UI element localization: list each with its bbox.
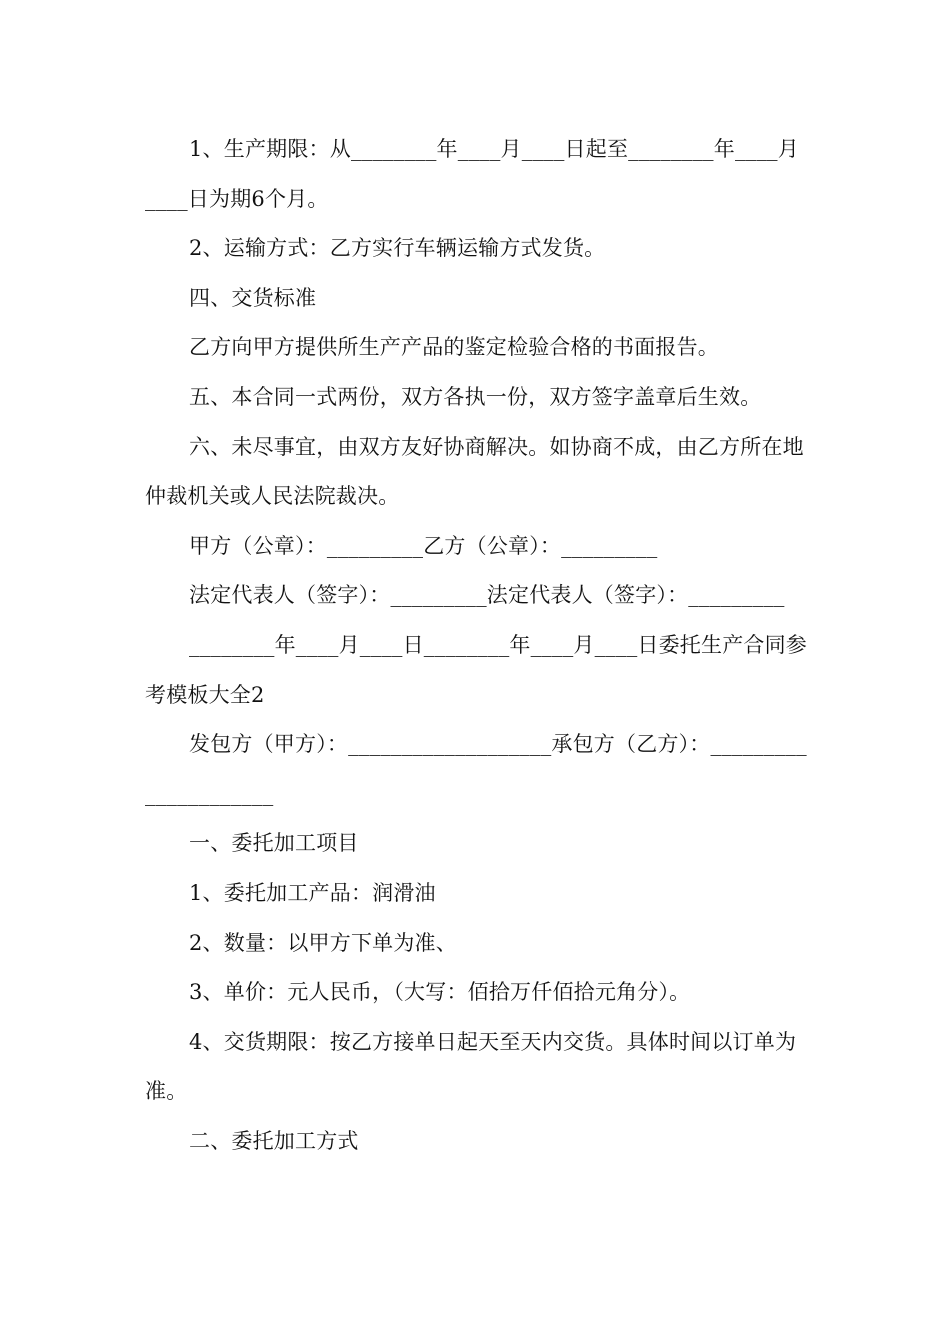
paragraph-parties: 发包方（甲方）：___________________承包方（乙方）：_____________________ — [145, 732, 807, 806]
paragraph-transport-method: 2、运输方式：乙方实行车辆运输方式发货。 — [189, 236, 606, 261]
paragraph-product: 1、委托加工产品：润滑油 — [189, 880, 436, 905]
section-two-heading: 二、委托加工方式 — [189, 1128, 359, 1153]
document-body — [145, 125, 807, 1166]
paragraph-unit-price: 3、单价：元人民币，（大写：佰拾万仟佰拾元角分）。 — [189, 980, 691, 1005]
paragraph-legal-representatives: 法定代表人（签字）：_________法定代表人（签字）：_________ — [189, 583, 785, 608]
section-four-heading: 四、交货标准 — [189, 285, 317, 310]
paragraph-dates-and-title: ________年____月____日________年____月____日委托生产合同参考模板大全2 — [145, 632, 807, 707]
paragraph-production-period: 1、生产期限：从________年____月____日起至________年____月____日为期6个月。 — [145, 137, 799, 211]
paragraph-seals: 甲方（公章）：_________乙方（公章）：_________ — [189, 533, 658, 558]
paragraph-delivery-period: 4、交货期限：按乙方接单日起天至天内交货。具体时间以订单为准。 — [145, 1029, 797, 1104]
paragraph-delivery-standard: 乙方向甲方提供所生产产品的鉴定检验合格的书面报告。 — [189, 335, 719, 360]
paragraph-quantity: 2、数量：以甲方下单为准、 — [189, 930, 457, 955]
paragraph-section-six: 六、未尽事宜，由双方友好协商解决。如协商不成，由乙方所在地仲裁机关或人民法院裁决。 — [145, 434, 804, 509]
section-one-heading: 一、委托加工项目 — [189, 831, 359, 856]
paragraph-section-five: 五、本合同一式两份，双方各执一份，双方签字盖章后生效。 — [189, 384, 762, 409]
